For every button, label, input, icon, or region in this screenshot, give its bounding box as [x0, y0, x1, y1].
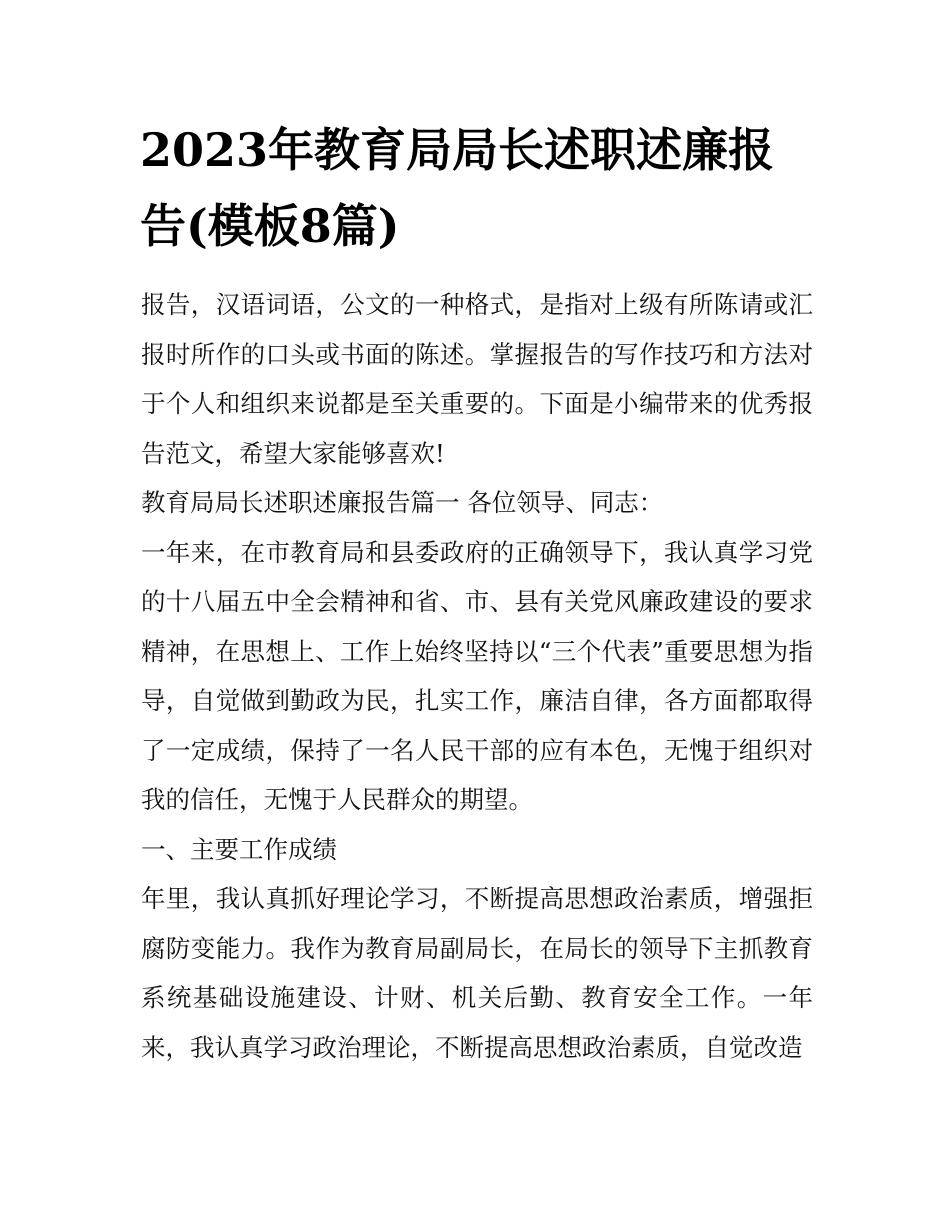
document-title: 2023年教育局局长述职述廉报告(模板8篇) — [140, 123, 775, 253]
paragraph-subheading: 一、主要工作成绩 — [141, 834, 337, 864]
paragraph-work-detail: 年里，我认真抓好理论学习，不断提高思想政治素质，增强拒腐防变能力。我作为教育局副局长，在局长的领导下主抓教育系统基础设施建设、计财、机关后勤、教育安全工作。一年来，我认真学习政治理论，不断提高思想政治素质，自觉改造 — [141, 884, 813, 1062]
document-body — [141, 280, 813, 1072]
paragraph-overview: 一年来，在市教育局和县委政府的正确领导下，我认真学习党的十八届五中全会精神和省、市、县有关党风廉政建设的要求精神，在思想上、工作上始终坚持以“三个代表”重要思想为指导，自觉做到勤政为民，扎实工作，廉洁自律，各方面都取得了一定成绩，保持了一名人民干部的应有本色，无愧于组织对我的信任，无愧于人民群众的期望。 — [141, 537, 813, 814]
paragraph-intro: 报告，汉语词语，公文的一种格式，是指对上级有所陈请或汇报时所作的口头或书面的陈述。掌握报告的写作技巧和方法对于个人和组织来说都是至关重要的。下面是小编带来的优秀报告范文，希望大家能够喜欢! — [141, 290, 813, 468]
paragraph-section-heading: 教育局局长述职述廉报告篇一 各位领导、同志： — [141, 488, 664, 517]
